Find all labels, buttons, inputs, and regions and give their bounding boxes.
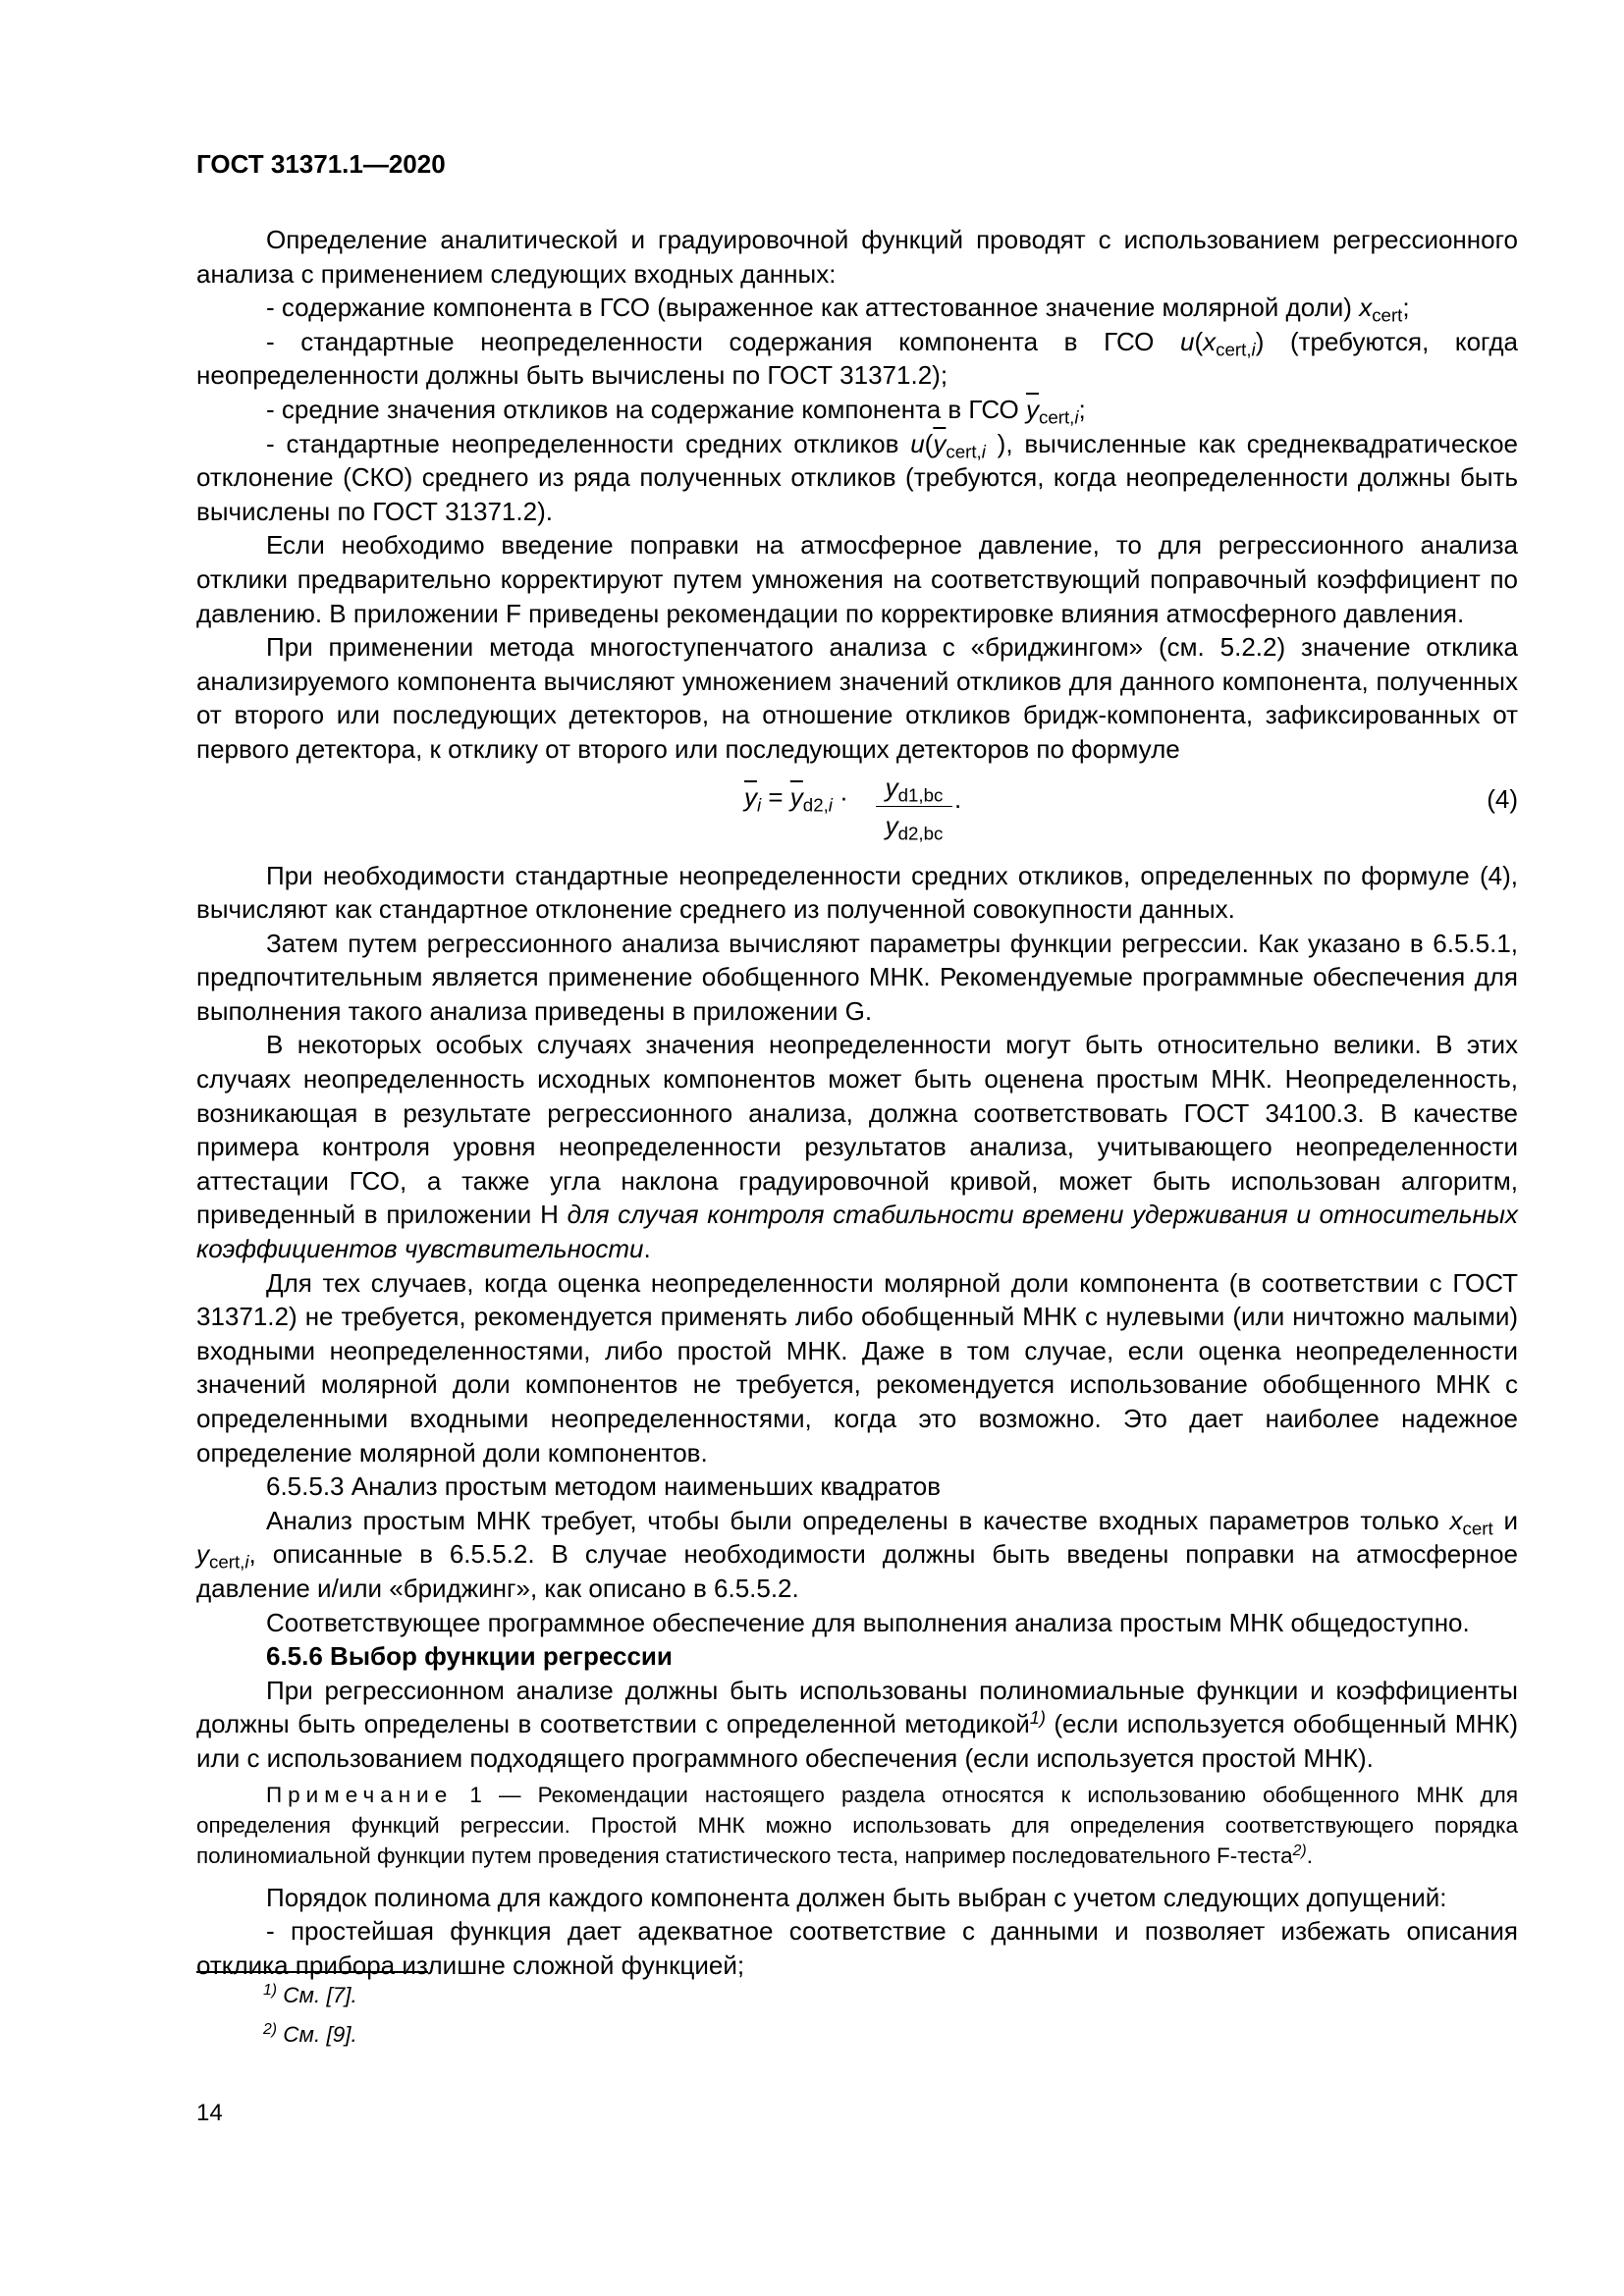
page-number: 14	[196, 2100, 223, 2126]
clause-6-5-5-3: 6.5.5.3 Анализ простым методом наименьших квадратов	[266, 1471, 942, 1502]
paragraph-bridging: При применении метода многоступенчатого анализа с «бриджингом» (см. 5.2.2) значение отклика анализируемого компонента вычисляют умножением значений откликов для данного компонента, полученных от второго или последующих детекторов, на отношение откликов бридж-компонента, зафиксированных от первого детектора, к отклику от второго или последующих детекторов по формуле	[196, 632, 1518, 764]
formula-4: $\overline{y}_i = \overline{y}_{d2,i}$ · $y_{d1,bc}$ $y_{d2,bc}$ . (4)	[744, 772, 1518, 844]
paragraph-no-uncertainty: Для тех случаев, когда оценка неопределенности молярной доли компонента (в соответствии с ГОСТ 31371.2) не требуется, рекомендуется применять либо обобщенный МНК с нулевыми (или ничтожно малыми) входными неопределенностями, либо простой МНК. Даже в том случае, если оценка неопределенности значений молярной доли компонентов не требуется, рекомендуется использование обобщенного МНК с определенными входными неопределенностями, когда это возможно. Это дает наиболее надежное определение молярной доли компонентов.	[196, 1267, 1518, 1468]
note-1: Примечание 1 — Рекомендации настоящего раздела относятся к использованию обобщенного МНК для определения функций регрессии. Простой МНК можно использовать для определения соответствующего порядка полиномиальной функции путем проведения статистического теста, например последовательного F-теста$^{2)}$.	[196, 1782, 1518, 1868]
standard-header: ГОСТ 31371.1—2020	[196, 149, 446, 179]
bullet-mean-responses: - средние значения откликов на содержание компонента в ГСО $\overline{y}_{cert,i}$;	[266, 394, 1086, 428]
bullet-simplest-function: - простейшая функция дает адекватное соответствие с данными и позволяет избежать описания отклика прибора излишне сложной функцией;	[196, 1916, 1518, 1980]
bullet-uncertainty-content: - стандартные неопределенности содержания компонента в ГСО $u(x_{cert,i})$ (требуются, когда неопределенности должны быть вычислены по ГОСТ 31371.2);	[196, 326, 1518, 391]
paragraph-polynomial-order: Порядок полинома для каждого компонента должен быть выбран с учетом следующих допущений:	[266, 1882, 1447, 1912]
paragraph-regression-params: Затем путем регрессионного анализа вычисляют параметры функции регрессии. Как указано в 6.5.5.1, предпочтительным является применение обобщенного МНК. Рекомендуемые программные обеспечения для выполнения такого анализа приведены в приложении G.	[196, 928, 1518, 1026]
paragraph-std-uncertainty: При необходимости стандартные неопределенности средних откликов, определенных по формуле (4), вычисляют как стандартное отклонение среднего из полученной совокупности данных.	[196, 860, 1518, 925]
bullet-uncertainty-responses: - стандартные неопределенности средних откликов $u(\overline{y}_{cert,i}$ ), вычисленные как среднеквадратическое отклонение (СКО) среднего из ряда полученных откликов (требуются, когда неопределенности должны быть вычислены по ГОСТ 31371.2).	[196, 428, 1519, 526]
paragraph-intro: Определение аналитической и градуировочной функций проводят с использованием регрессионного анализа с применением следующих входных данных:	[196, 225, 1518, 289]
footnote-2: $^{2)}$ См. [9].	[263, 2021, 357, 2047]
body-text	[196, 223, 1518, 1982]
paragraph-simple-ols: Анализ простым МНК требует, чтобы были определены в качестве входных параметров только $x_{cert}$ и $y_{cert,i}$, описанные в 6.5.5.2. В случае необходимости должны быть введены поправки на атмосферное давление и/или «бриджинг», как описано в 6.5.5.2.	[196, 1505, 1518, 1603]
section-heading-6-5-6: 6.5.6 Выбор функции регрессии	[266, 1641, 673, 1672]
footnote-ref-2: 2)	[1292, 1842, 1307, 1859]
paragraph-software: Соответствующее программное обеспечение для выполнения анализа простым МНК общедоступно.	[266, 1607, 1470, 1637]
paragraph-polynomial: При регрессионном анализе должны быть использованы полиномиальные функции и коэффициенты должны быть определены в соответствии с определенной методикой$^{1)}$ (если используется обобщенный МНК) или с использованием подходящего программного обеспечения (если используется простой МНК).	[196, 1675, 1518, 1773]
bullet-xcert: - содержание компонента в ГСО (выраженное как аттестованное значение молярной доли) $x_{cert}$;	[266, 293, 1410, 326]
paragraph-special-cases: В некоторых особых случаях значения неопределенности могут быть относительно велики. В этих случаях неопределенность исходных компонентов может быть оценена простым МНК. Неопределенность, возникающая в результате регрессионного анализа, должна соответствовать ГОСТ 34100.3. В качестве примера контроля уровня неопределенности результатов анализа, учитывающего неопределенности аттестации ГСО, а также угла наклона градуировочной кривой, может быть использован алгоритм, приведенный в приложении H для случая контроля стабильности времени удерживания и относительных коэффициентов чувствительности.	[196, 1030, 1518, 1264]
footnote-separator	[196, 1971, 428, 1973]
formula-fraction: $y_{d1,bc}$ $y_{d2,bc}$	[876, 771, 952, 842]
paragraph-pressure: Если необходимо введение поправки на атмосферное давление, то для регрессионного анализа отклики предварительно корректируют путем умножения на соответствующий поправочный коэффициент по давлению. В приложении F приведены рекомендации по корректировке влияния атмосферного давления.	[196, 530, 1518, 628]
equation-number: (4)	[1487, 783, 1518, 814]
formula-lhs: $\overline{y}_i = \overline{y}_{d2,i}$ ·	[744, 781, 848, 816]
footnote-ref-1: 1)	[1029, 1708, 1046, 1729]
footnote-1: $^{1)}$ См. [7].	[263, 1982, 357, 2007]
